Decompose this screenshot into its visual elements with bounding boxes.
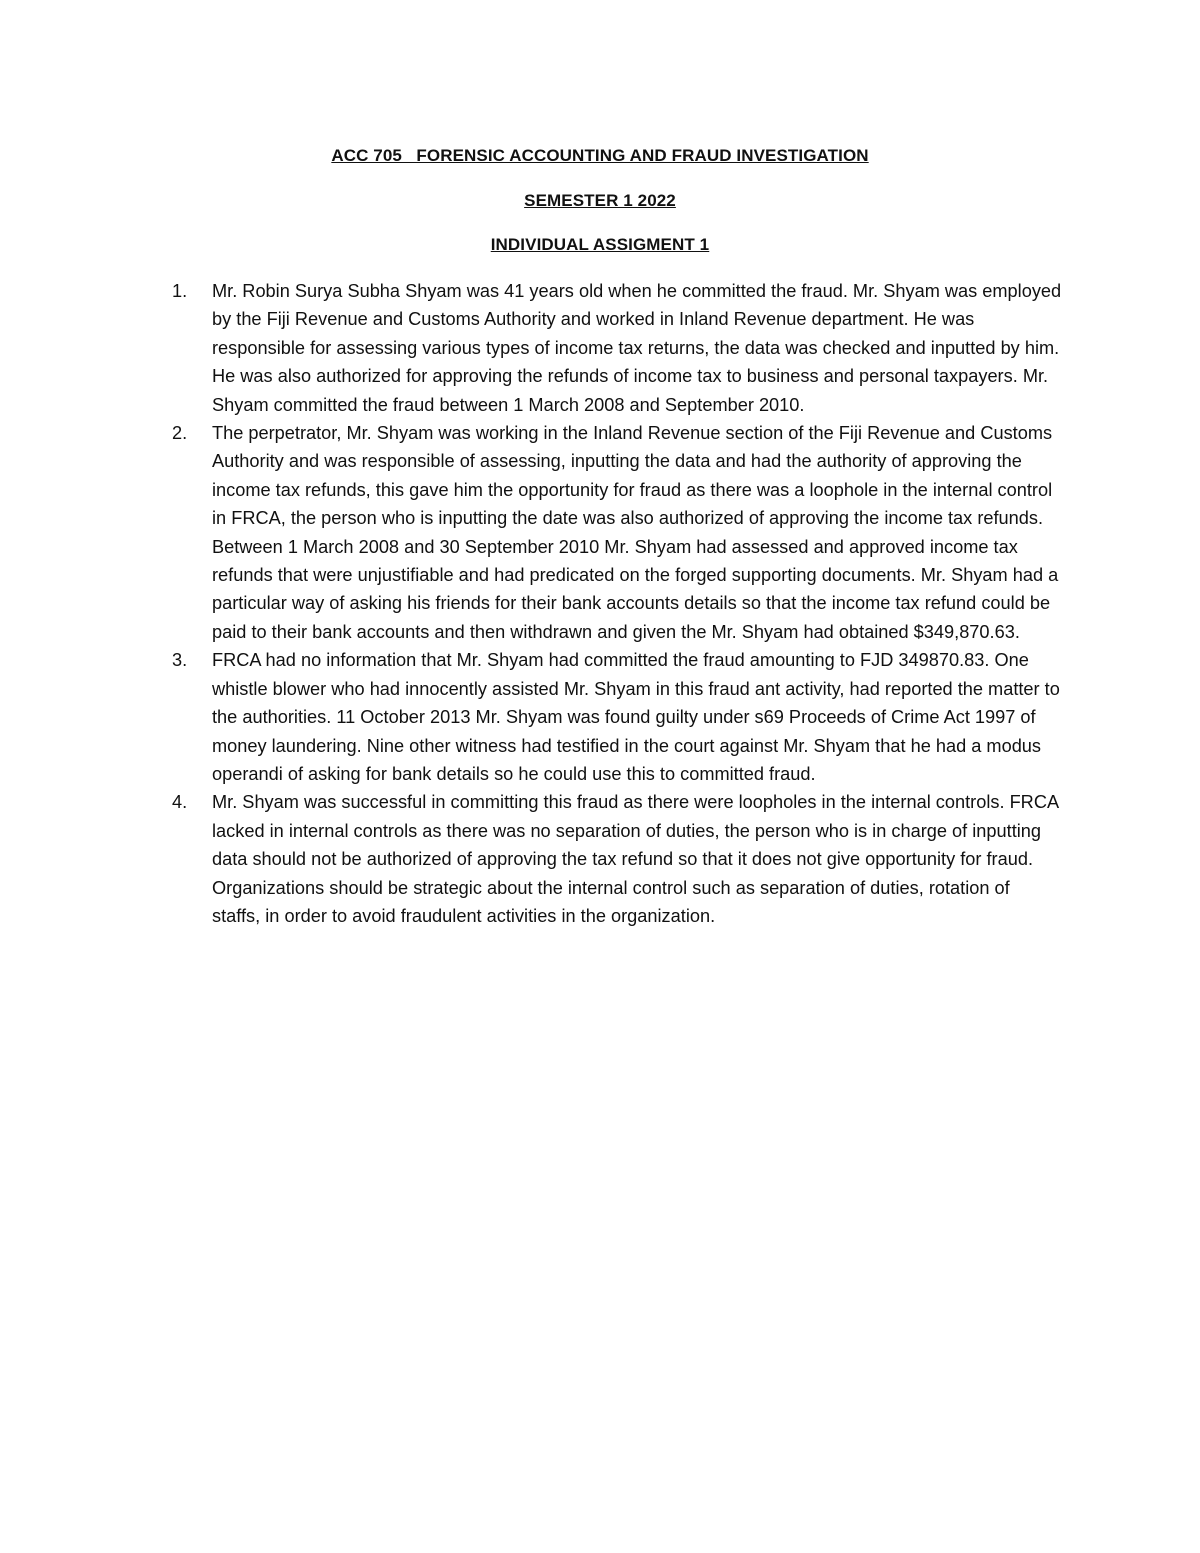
list-item-text: Mr. Shyam was successful in committing this fraud as there were loopholes in the internal controls. FRCA lacked in internal controls as there was no separation of duties, the person who is in charge of inputting data should not be authorized of approving the tax refund so that it does not give opportunity for fraud. Organizations should be strategic about the internal control such as separation of duties, rotation of staffs, in order to avoid fraudulent activities in the organization.	[212, 792, 1059, 926]
list-item-number: 2.	[172, 423, 188, 444]
list-item-number: 4.	[172, 792, 188, 813]
list-item-number: 1.	[172, 281, 188, 301]
list-item-text: Mr. Robin Surya Subha Shyam was 41 years old when he committed the fraud. Mr. Shyam was employed by the Fiji Revenue and Customs Authority and worked in Inland Revenue department. He was responsible for assessing various types of income tax returns, the data was checked and inputted by him. He was also authorized for approving the refunds of income tax to business and personal taxpayers. Mr. Shyam committed the fraud between 1 March 2008 and September 2010.	[212, 281, 1062, 415]
list-item-number: 3.	[172, 650, 188, 671]
numbered-list	[172, 277, 1062, 930]
list-item	[172, 419, 1062, 646]
list-item	[172, 277, 1062, 419]
semester-heading: SEMESTER 1 2022	[524, 191, 676, 210]
list-item	[172, 788, 1062, 930]
course-title: ACC 705 FORENSIC ACCOUNTING AND FRAUD INVESTIGATION	[331, 146, 869, 165]
assignment-heading: INDIVIDUAL ASSIGMENT 1	[490, 235, 710, 254]
list-item-text: FRCA had no information that Mr. Shyam had committed the fraud amounting to FJD 349870.83. One whistle blower who had innocently assisted Mr. Shyam in this fraud ant activity, had reported the matter to the authorities. 11 October 2013 Mr. Shyam was found guilty under s69 Proceeds of Crime Act 1997 of money laundering. Nine other witness had testified in the court against Mr. Shyam that he had a modus operandi of asking for bank details so he could use this to committed fraud.	[212, 650, 1060, 784]
list-item	[172, 646, 1062, 788]
list-item-text: The perpetrator, Mr. Shyam was working in the Inland Revenue section of the Fiji Revenue and Customs Authority and was responsible of assessing, inputting the data and had the authority of approving the income tax refunds, this gave him the opportunity for fraud as there was a loophole in the internal control in FRCA, the person who is inputting the date was also authorized of approving the income tax refunds. Between 1 March 2008 and 30 September 2010 Mr. Shyam had assessed and approved income tax refunds that were unjustifiable and had predicated on the forged supporting documents. Mr. Shyam had a particular way of asking his friends for their bank accounts details so that the income tax refund could be paid to their bank accounts and then withdrawn and given the Mr. Shyam had obtained $349,870.63.	[212, 423, 1059, 642]
